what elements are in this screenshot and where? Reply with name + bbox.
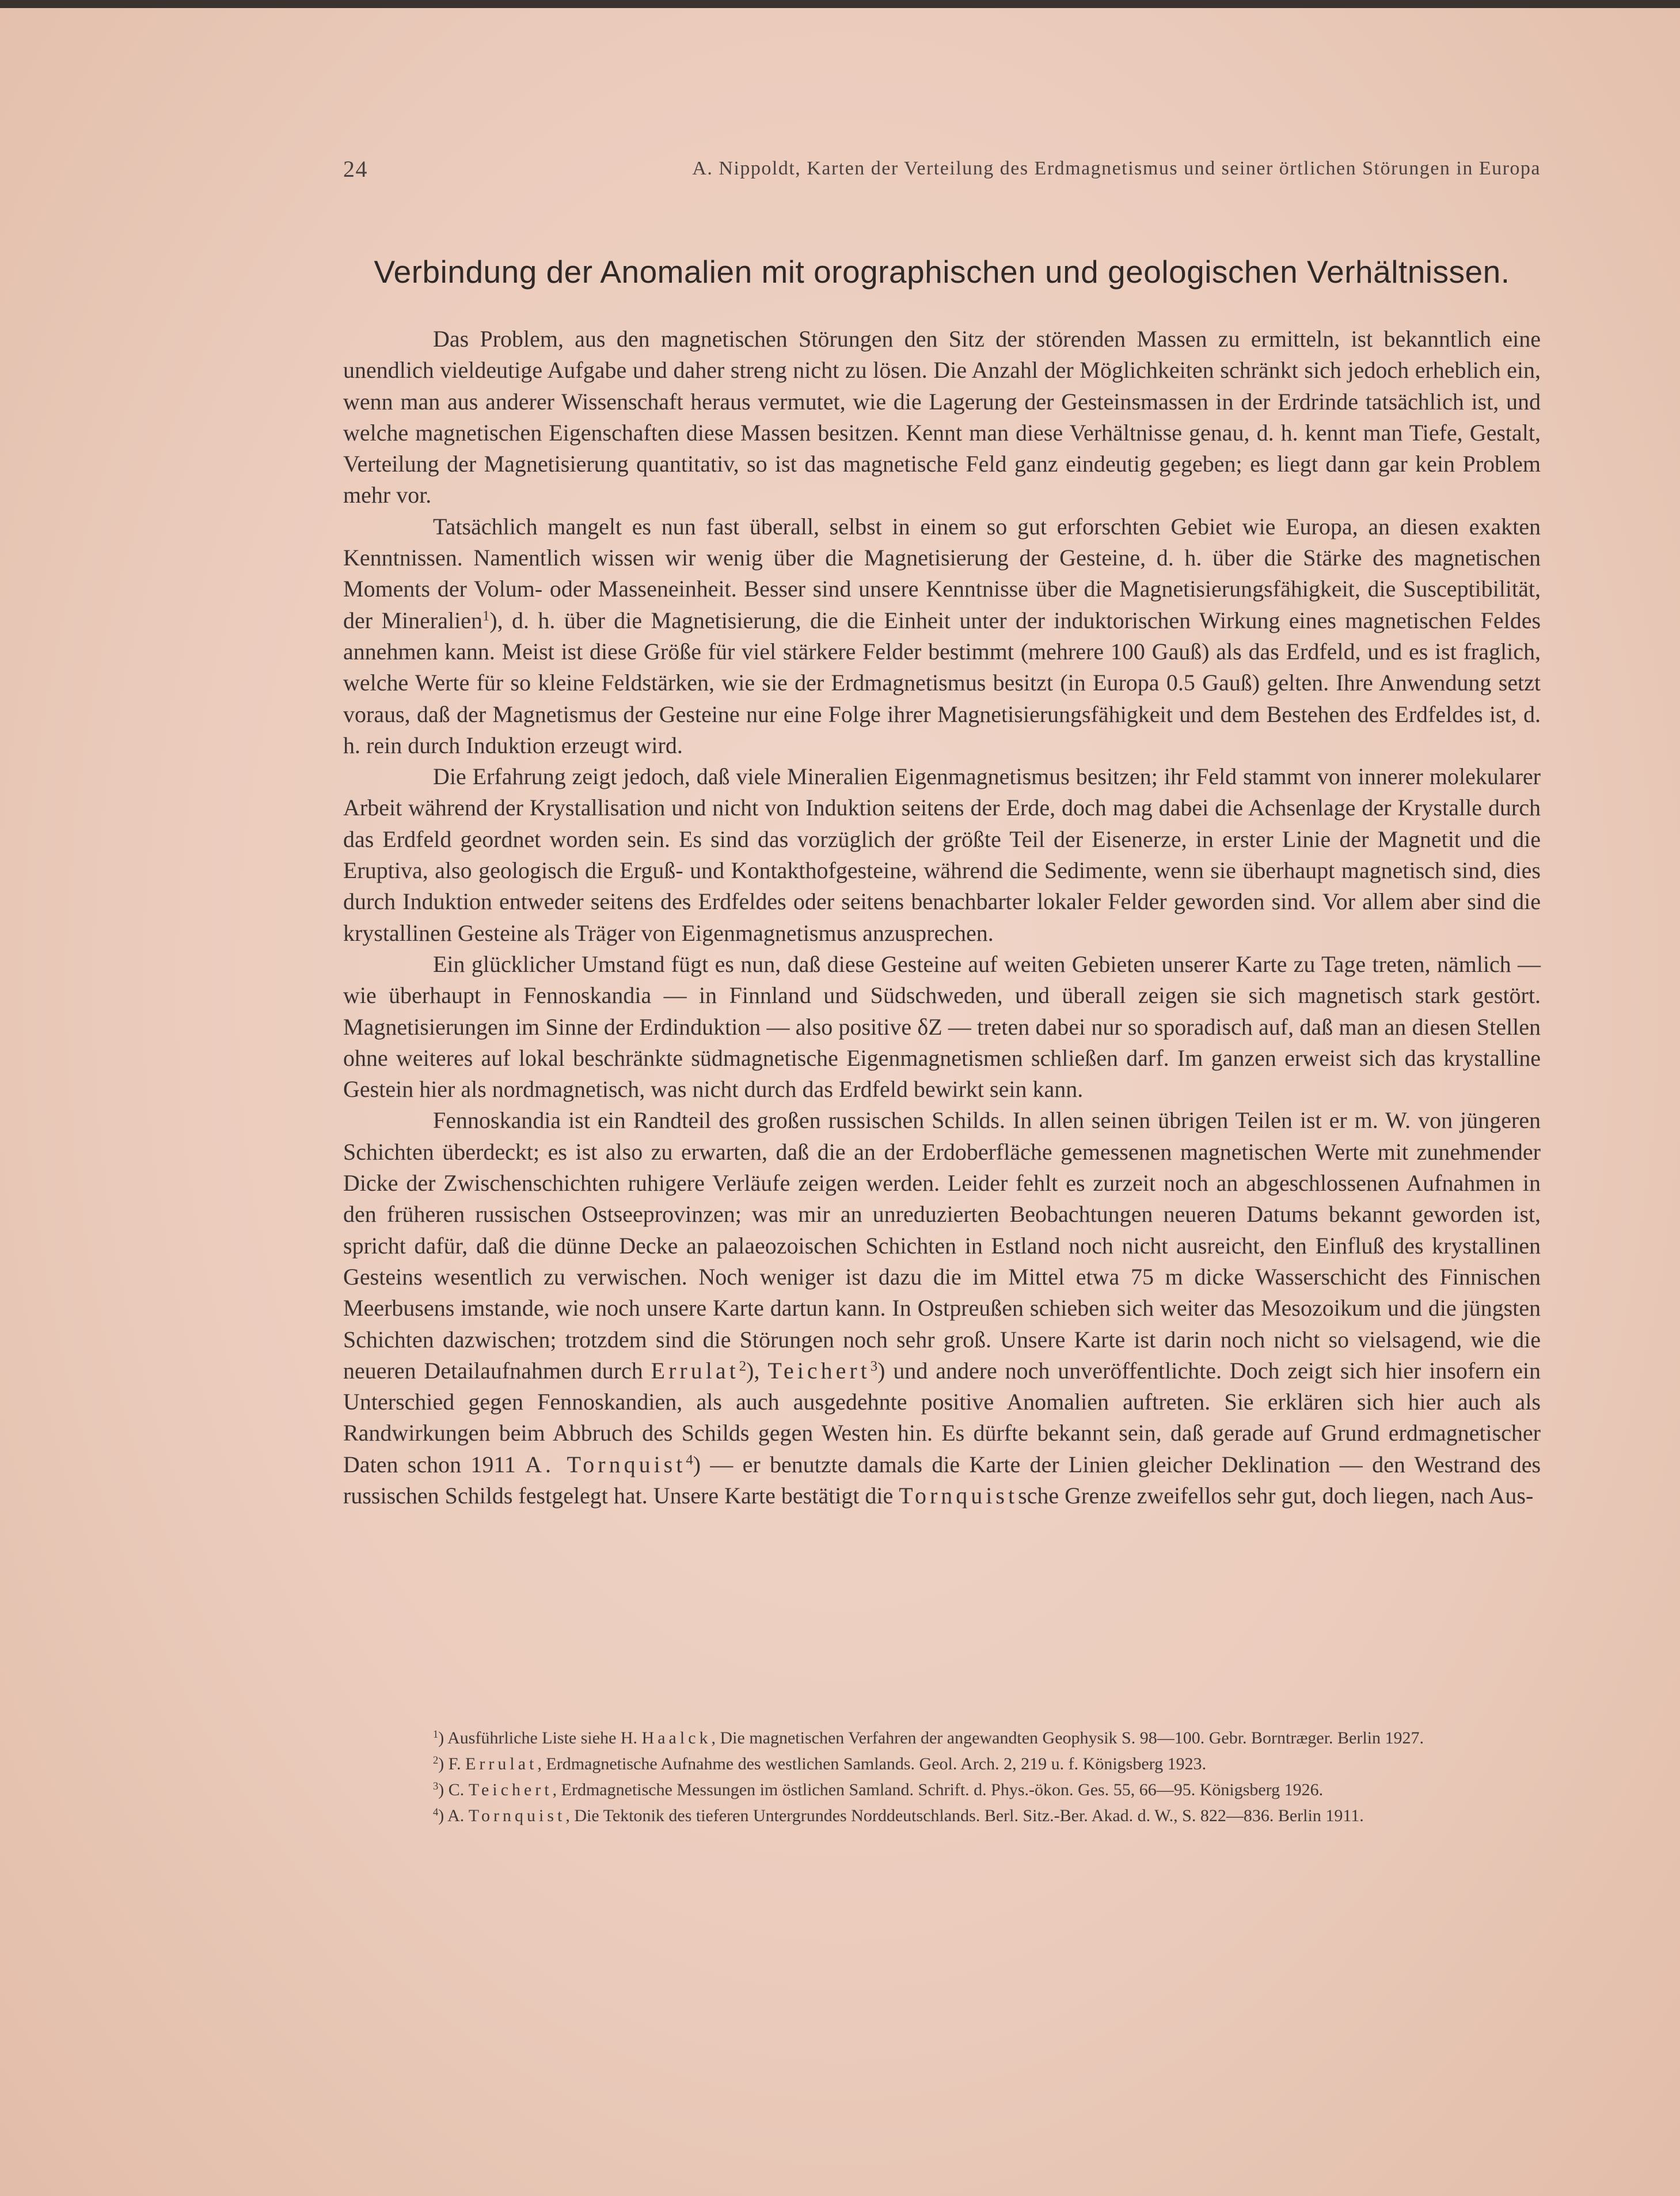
- footnote-2: $^2$) F. Errulat, Erdmagnetische Aufnahme des westlichen Samlands. Geol. Arch. 2, 219 u. f. Königsberg 1923.: [433, 1754, 1207, 1773]
- page-number: 24: [343, 156, 368, 182]
- section-title: Verbindung der Anomalien mit orographischen und geologischen Verhältnissen.: [374, 254, 1510, 290]
- footnote-ref-3: 3: [870, 1358, 878, 1374]
- paragraph-4: Ein glücklicher Umstand fügt es nun, daß diese Gesteine auf weiten Gebieten unserer Karte zu Tage treten, nämlich — wie überhaupt in Fennoskandia — in Finnland und Südschweden, und überall zeigen sie sich magnetisch stark gestört. Magnetisierungen im Sinne der Erdinduktion — also positive δZ — treten dabei nur so sporadisch auf, daß man an diesen Stellen ohne weiteres auf lokal beschränkte südmagnetische Eigenmagnetismen schließen darf. Im ganzen erweist sich das krystalline Gestein hier als nordmagnetisch, was nicht durch das Erdfeld bewirkt sein kann.: [343, 951, 1541, 1103]
- footnote-1: $^1$) Ausführliche Liste siehe H. Haalck, Die magnetischen Verfahren der angewandten Geophysik S. 98—100. Gebr. Borntræger. Berlin 1927.: [433, 1728, 1424, 1747]
- footnote-ref-4: 4: [686, 1452, 693, 1468]
- paragraph-1: Das Problem, aus den magnetischen Störungen den Sitz der störenden Massen zu ermitteln, ist bekanntlich eine unendlich vieldeutige Aufgabe und daher streng nicht zu lösen. Die Anzahl der Möglichkeiten schränkt sich jedoch erheblich ein, wenn man aus anderer Wissenschaft heraus vermutet, wie die Lagerung der Gesteinsmassen in der Erdrinde tatsächlich ist, und welche magnetischen Eigenschaften diese Massen besitzen. Kennt man diese Verhältnisse genau, d. h. kennt man Tiefe, Gestalt, Verteilung der Magnetisierung quantitativ, so ist das magnetische Feld ganz eindeutig gegeben; es liegt dann gar kein Problem mehr vor.: [343, 326, 1541, 508]
- author-name-errulat: Errulat: [651, 1357, 739, 1384]
- paragraph-5: Fennoskandia ist ein Randteil des großen russischen Schilds. In allen seinen übrigen Teilen ist er m. W. von jüngeren Schichten überdeckt; es ist also zu erwarten, daß die an der Erdoberfläche gemessenen magnetischen Werte mit zunehmender Dicke der Zwischenschichten ruhigere Verläufe zeigen werden. Leider fehlt es zurzeit noch an abgeschlossenen Aufnahmen in den früheren russischen Ostseeprovinzen; was mir an unreduzierten Beobachtungen neueren Datums bekannt geworden ist, spricht dafür, daß die dünne Decke an palaeozoischen Schichten in Estland noch nicht ausreicht, den Einfluß des krystallinen Gesteins wesentlich zu verwischen. Noch weniger ist dazu die im Mittel etwa 75 m dicke Wasserschicht des Finnischen Meerbusens imstande, wie noch unsere Karte dartun kann. In Ostpreußen schieben sich weiter das Mesozoikum und die jüngsten Schichten dazwischen; trotzdem sind die Störungen noch sehr groß. Unsere Karte ist darin noch nicht so vielsagend, wie die neueren Detailaufnahmen durch Errulat$^2$), Teichert$^3$) und andere noch unveröffentlichte. Doch zeigt sich hier insofern ein Unterschied gegen Fennoskandien, als auch ausgedehnte positive Anomalien auftreten. Sie erklären sich hier auch als Randwirkungen beim Abbruch des Schilds gegen Westen hin. Es dürfte bekannt sein, daß gerade auf Grund erdmagnetischer Daten schon 1911 A. Tornquist$^4$) — er benutzte damals die Karte der Linien gleicher Deklination — den Westrand des russischen Schilds festgelegt hat. Unsere Karte bestätigt die Tornquistsche Grenze zweifellos sehr gut, doch liegen, nach Aus-: [343, 1107, 1541, 1509]
- paragraph-2: Tatsächlich mangelt es nun fast überall, selbst in einem so gut erforschten Gebiet wie Europa, an diesen exakten Kenntnissen. Namentlich wissen wir wenig über die Magnetisierung der Gesteine, d. h. über die Stärke des magnetischen Moments der Volum- oder Masseneinheit. Besser sind unsere Kenntnisse über die Magnetisierungsfähigkeit, die Susceptibilität, der Mineralien$^1$), d. h. über die Magnetisierung, die die Einheit unter der induktorischen Wirkung eines magnetischen Feldes annehmen kann. Meist ist diese Größe für viel stärkere Felder bestimmt (mehrere 100 Gauß) als das Erdfeld, und es ist fraglich, welche Werte für so kleine Feldstärken, wie sie der Erdmagnetismus besitzt (in Europa 0.5 Gauß) gelten. Ihre Anwendung setzt voraus, daß der Magnetismus der Gesteine nur eine Folge ihrer Magnetisierungsfähigkeit und dem Bestehen des Erdfeldes ist, d. h. rein durch Induktion erzeugt wird.: [343, 513, 1541, 758]
- scan-top-edge: [0, 0, 1680, 8]
- author-name-tornquist: A. Tornquist: [525, 1451, 686, 1477]
- footnote-ref-2: 2: [739, 1358, 747, 1374]
- body-text: [343, 324, 1541, 1511]
- paragraph-3: Die Erfahrung zeigt jedoch, daß viele Mineralien Eigenmagnetismus besitzen; ihr Feld stammt von innerer molekularer Arbeit während der Krystallisation und nicht von Induktion seitens der Erde, doch mag dabei die Achsenlage der Krystalle durch das Erdfeld geordnet worden sein. Es sind das vorzüglich der größte Teil der Eisenerze, in erster Linie der Magnetit und die Eruptiva, also geologisch die Erguß- und Kontakthofgesteine, während die Sedimente, wenn sie überhaupt magnetisch sind, dies durch Induktion entweder seitens des Erdfeldes oder seitens benachbarter lokaler Felder geworden sind. Vor allem aber sind die krystallinen Gesteine als Träger von Eigenmagnetismus anzusprechen.: [343, 763, 1541, 946]
- running-title: A. Nippoldt, Karten der Verteilung des Erdmagnetismus und seiner örtlichen Störungen in Europa: [692, 158, 1541, 179]
- running-header: [343, 155, 1541, 190]
- author-name-teichert: Teichert: [767, 1357, 871, 1384]
- footnote-ref-1: 1: [482, 608, 490, 624]
- author-name-tornquist-2: Tornquist: [899, 1482, 1018, 1509]
- footnote-3: $^3$) C. Teichert, Erdmagnetische Messungen im östlichen Samland. Schrift. d. Phys.-ökon. Ges. 55, 66—95. Königsberg 1926.: [433, 1780, 1324, 1799]
- footnotes: [343, 1725, 1541, 1829]
- footnote-4: $^4$) A. Tornquist, Die Tektonik des tieferen Untergrundes Norddeutschlands. Berl. Sitz.-Ber. Akad. d. W., S. 822—836. Berlin 1911.: [433, 1806, 1364, 1825]
